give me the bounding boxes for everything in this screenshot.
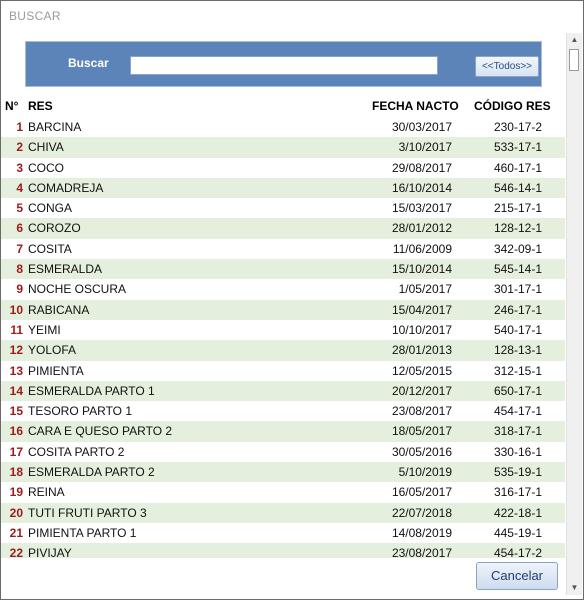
results-table bbox=[1, 95, 565, 558]
row-code: 454-17-1 bbox=[493, 404, 542, 419]
table-row[interactable] bbox=[1, 543, 565, 558]
row-code: 215-17-1 bbox=[493, 201, 542, 216]
row-birth-date: 15/04/2017 bbox=[391, 302, 452, 317]
row-code: 128-13-1 bbox=[493, 343, 542, 358]
header-code: CÓDIGO RES bbox=[474, 99, 551, 113]
row-res-name: TESORO PARTO 1 bbox=[28, 404, 133, 419]
row-birth-date: 5/10/2019 bbox=[398, 465, 452, 480]
row-res-name: REINA bbox=[28, 485, 65, 500]
row-number: 8 bbox=[16, 262, 23, 277]
row-code: 422-18-1 bbox=[493, 505, 542, 520]
row-res-name: RABICANA bbox=[28, 302, 90, 317]
row-birth-date: 23/08/2017 bbox=[391, 404, 452, 419]
row-birth-date: 30/03/2017 bbox=[391, 120, 452, 134]
row-number: 22 bbox=[9, 546, 23, 558]
header-res: RES bbox=[28, 99, 53, 113]
row-res-name: COSITA bbox=[28, 241, 72, 256]
table-row[interactable] bbox=[1, 239, 565, 259]
table-header bbox=[1, 95, 565, 117]
row-number: 12 bbox=[9, 343, 23, 358]
row-res-name: YEIMI bbox=[28, 322, 61, 337]
row-birth-date: 29/08/2017 bbox=[391, 160, 452, 175]
row-number: 10 bbox=[9, 302, 23, 317]
row-birth-date: 28/01/2013 bbox=[391, 343, 452, 358]
table-row[interactable] bbox=[1, 158, 565, 178]
table-row[interactable] bbox=[1, 421, 565, 441]
scrollbar-thumb[interactable] bbox=[569, 49, 579, 71]
row-code: 230-17-2 bbox=[493, 120, 542, 134]
row-birth-date: 10/10/2017 bbox=[391, 322, 452, 337]
table-row[interactable] bbox=[1, 137, 565, 157]
cancel-button[interactable]: Cancelar bbox=[476, 562, 558, 590]
table-row[interactable] bbox=[1, 401, 565, 421]
table-row[interactable] bbox=[1, 218, 565, 238]
search-panel bbox=[25, 41, 542, 87]
row-number: 15 bbox=[9, 404, 23, 419]
row-res-name: PIMIENTA bbox=[28, 363, 84, 378]
row-birth-date: 28/01/2012 bbox=[391, 221, 452, 236]
row-res-name: NOCHE OSCURA bbox=[28, 282, 127, 297]
row-number: 13 bbox=[9, 363, 23, 378]
row-number: 6 bbox=[16, 221, 23, 236]
row-res-name: COCO bbox=[28, 160, 64, 175]
table-row[interactable] bbox=[1, 523, 565, 543]
row-res-name: ESMERALDA PARTO 2 bbox=[28, 465, 155, 480]
table-row[interactable] bbox=[1, 320, 565, 340]
row-code: 454-17-2 bbox=[493, 546, 542, 558]
row-birth-date: 18/05/2017 bbox=[391, 424, 452, 439]
row-code: 545-14-1 bbox=[493, 262, 542, 277]
search-input[interactable] bbox=[130, 56, 438, 75]
row-number: 7 bbox=[16, 241, 23, 256]
row-res-name: COSITA PARTO 2 bbox=[28, 444, 125, 459]
row-res-name: BARCINA bbox=[28, 120, 82, 134]
row-birth-date: 20/12/2017 bbox=[391, 383, 452, 398]
row-res-name: PIMIENTA PARTO 1 bbox=[28, 525, 137, 540]
row-birth-date: 1/05/2017 bbox=[398, 282, 452, 297]
row-number: 3 bbox=[16, 160, 23, 175]
header-birth-date: FECHA NACTO bbox=[372, 99, 459, 113]
row-number: 14 bbox=[9, 383, 23, 398]
row-res-name: COROZO bbox=[28, 221, 81, 236]
row-birth-date: 16/10/2014 bbox=[391, 180, 452, 195]
table-row[interactable] bbox=[1, 482, 565, 502]
row-number: 2 bbox=[16, 140, 23, 155]
row-res-name: ESMERALDA bbox=[28, 262, 103, 277]
row-birth-date: 22/07/2018 bbox=[391, 505, 452, 520]
vertical-scrollbar[interactable] bbox=[566, 33, 582, 595]
row-birth-date: 23/08/2017 bbox=[391, 546, 452, 558]
row-number: 18 bbox=[9, 465, 23, 480]
row-code: 546-14-1 bbox=[493, 180, 542, 195]
row-number: 16 bbox=[9, 424, 23, 439]
row-code: 301-17-1 bbox=[493, 282, 542, 297]
table-body bbox=[1, 117, 565, 558]
table-row[interactable] bbox=[1, 503, 565, 523]
row-code: 650-17-1 bbox=[493, 383, 542, 398]
row-number: 17 bbox=[9, 444, 23, 459]
row-code: 246-17-1 bbox=[493, 302, 542, 317]
row-birth-date: 16/05/2017 bbox=[391, 485, 452, 500]
row-res-name: YOLOFA bbox=[28, 343, 77, 358]
table-row[interactable] bbox=[1, 381, 565, 401]
row-res-name: PIVIJAY bbox=[28, 546, 72, 558]
row-birth-date: 11/06/2009 bbox=[392, 241, 452, 256]
row-code: 535-19-1 bbox=[493, 465, 542, 480]
row-number: 20 bbox=[9, 505, 23, 520]
row-birth-date: 14/08/2019 bbox=[391, 525, 452, 540]
row-number: 9 bbox=[16, 282, 23, 297]
dialog-title: BUSCAR bbox=[9, 9, 61, 23]
row-code: 445-19-1 bbox=[493, 525, 542, 540]
show-all-button[interactable]: <<Todos>> bbox=[475, 56, 539, 77]
table-row[interactable] bbox=[1, 462, 565, 482]
header-number: N° bbox=[5, 99, 19, 113]
table-row[interactable] bbox=[1, 361, 565, 381]
row-code: 342-09-1 bbox=[493, 241, 542, 256]
scroll-up-arrow-icon[interactable]: ▲ bbox=[570, 35, 579, 44]
table-row[interactable] bbox=[1, 442, 565, 462]
row-res-name: COMADREJA bbox=[28, 180, 104, 195]
row-code: 540-17-1 bbox=[493, 322, 542, 337]
row-birth-date: 15/03/2017 bbox=[391, 201, 452, 216]
row-res-name: CONGA bbox=[28, 201, 73, 216]
row-number: 11 bbox=[10, 322, 23, 337]
row-birth-date: 12/05/2015 bbox=[391, 363, 452, 378]
row-number: 4 bbox=[16, 180, 23, 195]
row-code: 318-17-1 bbox=[493, 424, 542, 439]
row-birth-date: 30/05/2016 bbox=[391, 444, 452, 459]
row-code: 460-17-1 bbox=[493, 160, 542, 175]
row-birth-date: 3/10/2017 bbox=[398, 140, 452, 155]
table-row[interactable] bbox=[1, 300, 565, 320]
row-code: 330-16-1 bbox=[493, 444, 542, 459]
row-res-name: TUTI FRUTI PARTO 3 bbox=[28, 505, 147, 520]
table-row[interactable] bbox=[1, 117, 565, 137]
row-code: 316-17-1 bbox=[493, 485, 542, 500]
row-res-name: CARA E QUESO PARTO 2 bbox=[28, 424, 173, 439]
row-code: 312-15-1 bbox=[493, 363, 542, 378]
row-res-name: CHIVA bbox=[28, 140, 64, 155]
search-label: Buscar bbox=[68, 56, 109, 70]
row-code: 533-17-1 bbox=[493, 140, 542, 155]
row-birth-date: 15/10/2014 bbox=[391, 262, 452, 277]
row-number: 1 bbox=[16, 120, 23, 134]
table-row[interactable] bbox=[1, 340, 565, 360]
table-row[interactable] bbox=[1, 279, 565, 299]
row-number: 19 bbox=[9, 485, 23, 500]
row-res-name: ESMERALDA PARTO 1 bbox=[28, 383, 155, 398]
table-row[interactable] bbox=[1, 178, 565, 198]
table-row[interactable] bbox=[1, 259, 565, 279]
scroll-down-arrow-icon[interactable]: ▼ bbox=[570, 583, 579, 592]
table-row[interactable] bbox=[1, 198, 565, 218]
row-code: 128-12-1 bbox=[493, 221, 542, 236]
row-number: 5 bbox=[16, 201, 23, 216]
row-number: 21 bbox=[9, 525, 23, 540]
